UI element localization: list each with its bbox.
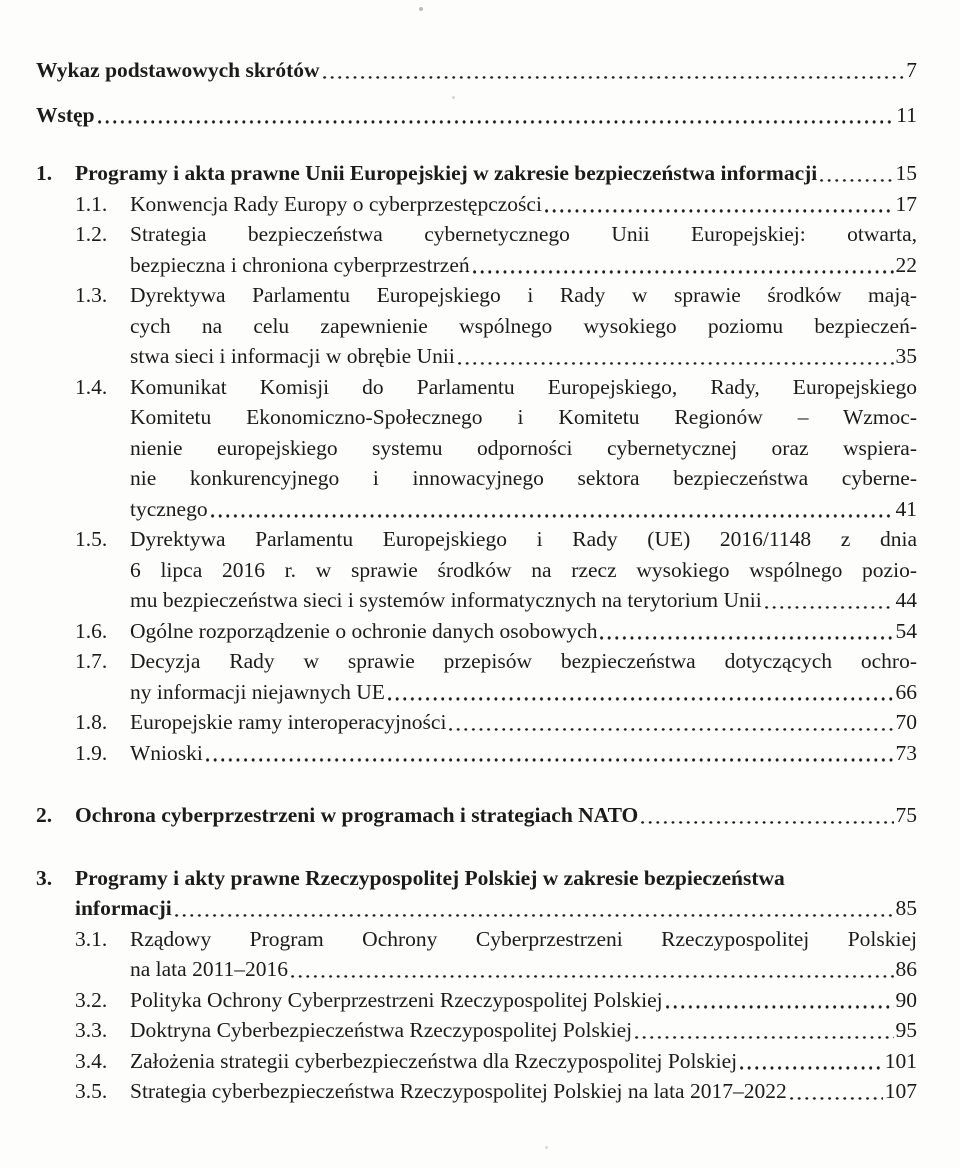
toc-entry-label: Europejskie ramy interoperacyjności bbox=[130, 710, 447, 734]
toc-entry-label: Wstęp bbox=[36, 102, 95, 127]
scan-speck bbox=[419, 7, 423, 11]
toc-page-number: 85 bbox=[895, 896, 917, 920]
toc-entry-number: 1.1. bbox=[75, 191, 108, 216]
scan-speck bbox=[545, 1146, 548, 1149]
toc-page-number: 7 bbox=[906, 58, 917, 82]
dot-leader bbox=[291, 975, 893, 979]
toc-page-number: 54 bbox=[895, 618, 917, 643]
toc-entry-number: 1.4. bbox=[75, 374, 108, 399]
toc-page-number: 75 bbox=[895, 803, 917, 827]
toc-entry bbox=[36, 616, 917, 647]
toc-entry-line: Strategia bezpieczeństwa cybernetycznego Unii Europejskiej: otwarta, bbox=[130, 222, 917, 246]
dot-leader bbox=[545, 209, 894, 213]
toc-entry-number: 1.3. bbox=[75, 283, 108, 307]
toc-page-number: 70 bbox=[895, 710, 917, 734]
toc-entry-label: Wykaz podstawowych skrótów bbox=[36, 58, 320, 82]
dot-leader bbox=[635, 1036, 893, 1040]
dot-leader bbox=[206, 758, 894, 762]
dot-leader bbox=[98, 120, 895, 124]
toc-entry-number: 1.5. bbox=[75, 527, 108, 551]
toc-entry bbox=[36, 707, 917, 738]
toc-entry-number: 1.6. bbox=[75, 618, 108, 643]
toc-entry-label: Ogólne rozporządzenie o ochronie danych osobowych bbox=[130, 618, 598, 643]
toc-entry-label: Konwencja Rady Europy o cyberprzestępczości bbox=[130, 191, 542, 216]
toc-entry-label: Polityka Ochrony Cyberprzestrzeni Rzeczypospolitej Polskiej bbox=[130, 987, 663, 1012]
toc-entry-line: nie konkurencyjnego i innowacyjnego sektora bezpieczeństwa cyberne- bbox=[130, 466, 917, 490]
dot-leader bbox=[765, 606, 894, 610]
toc-page-number: 35 bbox=[895, 344, 917, 368]
toc-entry-line: Dyrektywa Parlamentu Europejskiego i Rady w sprawie środków mają- bbox=[130, 283, 917, 307]
toc-entry bbox=[36, 1015, 917, 1046]
toc-entry-line: Decyzja Rady w sprawie przepisów bezpieczeństwa dotyczących ochro- bbox=[130, 649, 917, 673]
toc-entry-label: informacji bbox=[75, 896, 172, 920]
dot-leader bbox=[600, 636, 893, 640]
toc-entry-line: Komunikat Komisji do Parlamentu Europejskiego, Rady, Europejskiego bbox=[130, 374, 917, 399]
toc-page-number: 44 bbox=[895, 588, 917, 612]
toc-entry-number: 1.7. bbox=[75, 649, 108, 673]
dot-leader bbox=[473, 270, 894, 274]
toc-entry bbox=[36, 55, 917, 86]
toc-entry bbox=[36, 524, 917, 616]
toc-entry bbox=[36, 924, 917, 985]
dot-leader bbox=[641, 821, 893, 825]
toc-entry bbox=[36, 1076, 917, 1107]
toc-page-number: 15 bbox=[895, 161, 917, 185]
toc-entry-line: 6 lipca 2016 r. w sprawie środków na rzecz wysokiego wspólnego pozio- bbox=[130, 557, 917, 582]
toc-entry bbox=[36, 372, 917, 525]
toc-entry bbox=[36, 800, 917, 831]
dot-leader bbox=[458, 362, 894, 366]
toc-page-number: 90 bbox=[895, 987, 917, 1012]
dot-leader bbox=[820, 179, 893, 183]
toc-entry-line: Rządowy Program Ochrony Cyberprzestrzeni Rzeczypospolitej Polskiej bbox=[130, 926, 917, 951]
toc-entry-number: 1. bbox=[36, 161, 53, 185]
toc-entry bbox=[36, 189, 917, 220]
dot-leader bbox=[666, 1005, 894, 1009]
toc-entry-label: tycznego bbox=[130, 496, 208, 521]
dot-leader bbox=[449, 728, 893, 732]
toc-page-number: 22 bbox=[895, 252, 917, 277]
toc-entry-label: Doktryna Cyberbezpieczeństwa Rzeczypospolitej Polskiej bbox=[130, 1018, 633, 1042]
toc-entry-number: 1.8. bbox=[75, 710, 108, 734]
toc-entry-number: 1.2. bbox=[75, 222, 108, 246]
toc-page-number: 73 bbox=[895, 740, 917, 765]
toc-entry bbox=[36, 100, 917, 131]
toc-entry-number: 3.2. bbox=[75, 987, 108, 1012]
toc-page-number: 66 bbox=[895, 679, 917, 704]
toc-page-number: 41 bbox=[895, 496, 917, 521]
dot-leader bbox=[175, 914, 894, 918]
toc-entry-label: bezpieczna i chroniona cyberprzestrzeń bbox=[130, 252, 470, 277]
toc-entry-label: mu bezpieczeństwa sieci i systemów informatycznych na terytorium Unii bbox=[130, 588, 762, 612]
toc-entry-line: Dyrektywa Parlamentu Europejskiego i Rady (UE) 2016/1148 z dnia bbox=[130, 527, 917, 551]
dot-leader bbox=[211, 514, 894, 518]
toc-entry bbox=[36, 280, 917, 372]
toc-entry-number: 3.1. bbox=[75, 926, 108, 951]
dot-leader bbox=[388, 697, 894, 701]
toc-entry-line: Komitetu Ekonomiczno-Społecznego i Komitetu Regionów – Wzmoc- bbox=[130, 405, 917, 429]
toc-entry-number: 1.9. bbox=[75, 740, 108, 765]
toc-entry-label: Założenia strategii cyberbezpieczeństwa dla Rzeczypospolitej Polskiej bbox=[130, 1048, 738, 1073]
dot-leader bbox=[740, 1066, 883, 1070]
dot-leader bbox=[323, 76, 905, 80]
toc-entry-label: na lata 2011–2016 bbox=[130, 957, 289, 981]
toc-entry bbox=[36, 985, 917, 1016]
toc-page-number: 17 bbox=[895, 191, 917, 216]
dot-leader bbox=[790, 1097, 883, 1101]
toc-entry-label: stwa sieci i informacji w obrębie Unii bbox=[130, 344, 455, 368]
toc-entry bbox=[36, 219, 917, 280]
toc-page-number: 95 bbox=[895, 1018, 917, 1042]
toc-entry-number: 3.5. bbox=[75, 1079, 108, 1103]
toc-entry-line: nienie europejskiego systemu odporności cybernetycznej oraz wspiera- bbox=[130, 435, 917, 460]
toc-entry bbox=[36, 863, 917, 924]
toc-entry-number: 2. bbox=[36, 803, 53, 827]
toc-entry-label: Strategia cyberbezpieczeństwa Rzeczypospolitej Polskiej na lata 2017–2022 bbox=[130, 1079, 787, 1103]
toc-entry-number: 3. bbox=[36, 865, 53, 890]
toc-entry-number: 3.4. bbox=[75, 1048, 108, 1073]
toc-entry-label: ny informacji niejawnych UE bbox=[130, 679, 385, 704]
toc-entry-label: Wnioski bbox=[130, 740, 203, 765]
toc-entry bbox=[36, 158, 917, 189]
toc-page-number: 107 bbox=[884, 1079, 917, 1103]
toc-entry-line: Programy i akty prawne Rzeczypospolitej Polskiej w zakresie bezpieczeństwa bbox=[75, 865, 785, 890]
toc-entry bbox=[36, 738, 917, 769]
toc-entry bbox=[36, 646, 917, 707]
toc-entry-line: cych na celu zapewnienie wspólnego wysokiego poziomu bezpieczeń- bbox=[130, 313, 917, 338]
scan-speck bbox=[452, 96, 455, 99]
toc-entry-label: Ochrona cyberprzestrzeni w programach i strategiach NATO bbox=[75, 803, 639, 827]
toc-entry-number: 3.3. bbox=[75, 1018, 108, 1042]
toc-page-number: 11 bbox=[896, 102, 917, 127]
toc-entry bbox=[36, 1046, 917, 1077]
toc-page-number: 86 bbox=[895, 957, 917, 981]
toc-entry-label: Programy i akta prawne Unii Europejskiej w zakresie bezpieczeństwa informacji bbox=[75, 161, 818, 185]
toc-page-number: 101 bbox=[884, 1048, 917, 1073]
